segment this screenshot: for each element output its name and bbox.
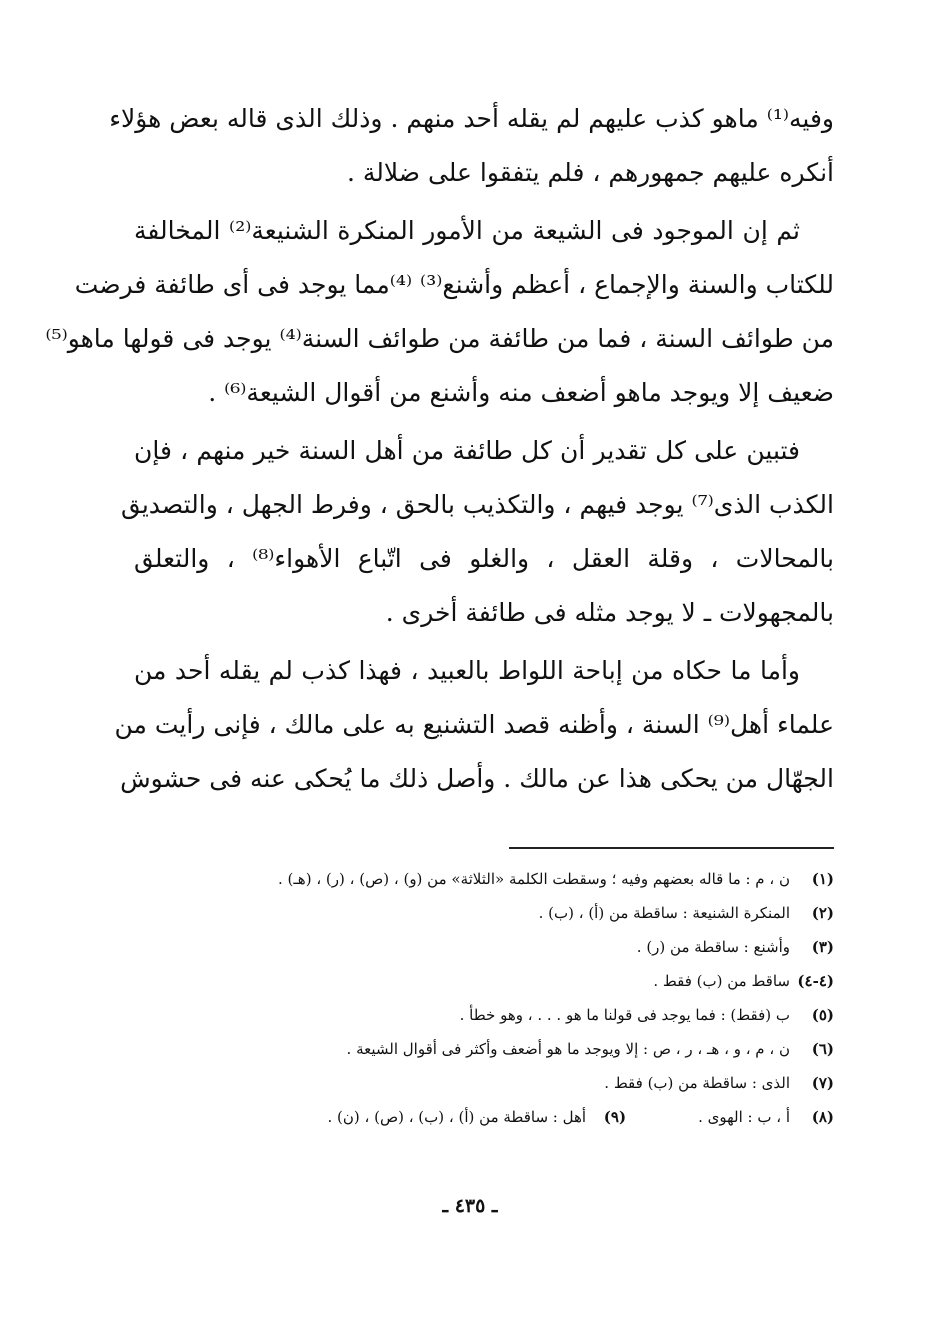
footnote-text: أ ، ب : الهوى . [698,1108,790,1126]
footnote-text: ن ، م ، و ، هـ ، ر ، ص : إلا ويوجد ما هو أضعف وأكثر فى أقوال الشيعة . [346,1040,790,1058]
text-line: الجهّال من يحكى هذا عن مالك . وأصل ذلك ما يُحكى عنه فى حشوش [120,764,834,793]
footnote [134,1032,834,1066]
footnote-text: ب (فقط) : فما يوجد فى قولنا ما هو . . . ، وهو خطأ . [459,1006,790,1024]
main-text [45,92,834,806]
footnote-text: ساقط من (ب) فقط . [653,972,790,990]
text-line: بالمحالات ، وقلة العقل ، والغلو فى اتّباع الأهواء⁽⁸⁾ ، والتعلق [134,544,834,573]
page-number: ـ ٤٣٥ ـ [442,1195,498,1217]
footnotes [134,862,834,1134]
text-line: فتبين على كل تقدير أن كل طائفة من أهل السنة خير منهم ، فإن [134,436,800,465]
footnote-number: (٥) [811,1006,834,1024]
footnote [134,964,834,998]
footnote [134,998,834,1032]
footnote-number: (٧) [811,1074,834,1092]
text-line: الكذب الذى⁽⁷⁾ يوجد فيهم ، والتكذيب بالحق ، وفرط الجهل ، والتصديق [120,490,834,519]
footnote-text: وأشنع : ساقطة من (ر) . [636,938,790,956]
footnote [134,1100,834,1134]
footnote-number: (٨) [811,1108,834,1126]
footnote-number: (٦) [811,1040,834,1058]
footnote [134,862,834,896]
text-line: وأما ما حكاه من إباحة اللواط بالعبيد ، فهذا كذب لم يقله أحد من [134,656,800,685]
text-line: أنكره عليهم جمهورهم ، فلم يتفقوا على ضلالة . [346,158,834,187]
footnote-number: (٤-٤) [797,972,834,990]
text-line: بالمجهولات ـ لا يوجد مثله فى طائفة أخرى . [385,598,834,627]
text-line: ثم إن الموجود فى الشيعة من الأمور المنكرة الشنيعة⁽²⁾ المخالفة [134,216,800,245]
footnote [134,930,834,964]
footnote-divider [509,847,834,849]
text-line: وفيه⁽¹⁾ ماهو كذب عليهم لم يقله أحد منهم . وذلك الذى قاله بعض هؤلاء [109,104,834,133]
footnote-number: (٢) [811,904,834,922]
footnote-number: (١) [811,870,834,888]
footnote-text: ن ، م : ما قاله بعضهم وفيه ؛ وسقطت الكلمة «الثلاثة» من (و) ، (ص) ، (ر) ، (هـ) . [278,870,790,888]
text-line: من طوائف السنة ، فما من طائفة من طوائف السنة⁽⁴⁾ يوجد فى قولها ماهو⁽⁵⁾ [45,324,834,353]
footnote-text: الذى : ساقطة من (ب) فقط . [604,1074,790,1092]
footnote [134,896,834,930]
text-line: ضعيف إلا ويوجد ماهو أضعف منه وأشنع من أقوال الشيعة⁽⁶⁾ . [208,378,834,407]
footnote-text: أهل : ساقطة من (أ) ، (ب) ، (ص) ، (ن) . [327,1108,587,1126]
text-line: للكتاب والسنة والإجماع ، أعظم وأشنع⁽³⁾ ⁽⁴⁾مما يوجد فى أى طائفة فرضت [74,270,834,299]
footnote-number: (٣) [811,938,834,956]
footnote-number: (٩) [603,1108,627,1126]
footnote-text: المنكرة الشنيعة : ساقطة من (أ) ، (ب) . [538,904,790,922]
text-line: علماء أهل⁽⁹⁾ السنة ، وأظنه قصد التشنيع به على مالك ، فإنى رأيت من [114,710,834,739]
footnote [134,1066,834,1100]
